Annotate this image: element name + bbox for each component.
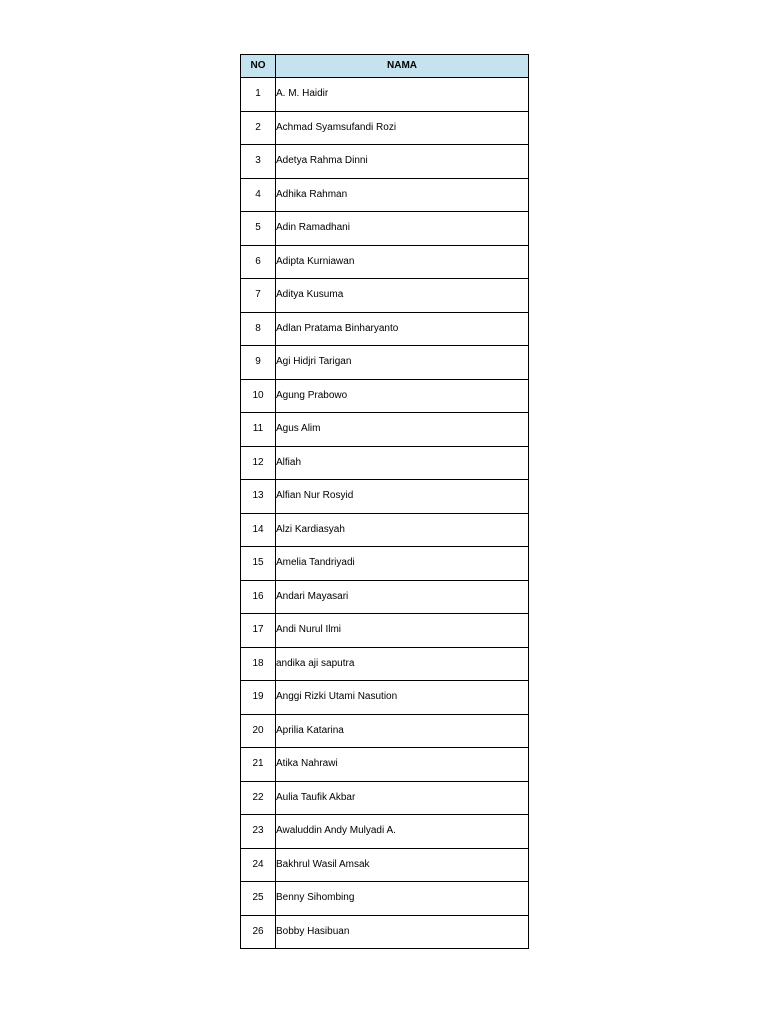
row-number-cell: 22: [241, 781, 276, 815]
row-number-cell: 24: [241, 848, 276, 882]
table-row: [241, 647, 529, 681]
row-number-cell: 1: [241, 78, 276, 112]
table-row: [241, 815, 529, 849]
name-cell: Achmad Syamsufandi Rozi: [276, 111, 529, 145]
table-row: [241, 346, 529, 380]
table-row: [241, 279, 529, 313]
header-nama: NAMA: [276, 55, 529, 78]
name-cell: Atika Nahrawi: [276, 748, 529, 782]
table-row: [241, 882, 529, 916]
row-number-cell: 19: [241, 681, 276, 715]
table-row: [241, 614, 529, 648]
row-number-cell: 13: [241, 480, 276, 514]
row-number-cell: 12: [241, 446, 276, 480]
name-cell: Amelia Tandriyadi: [276, 547, 529, 581]
table-row: [241, 781, 529, 815]
table-row: [241, 480, 529, 514]
row-number-cell: 2: [241, 111, 276, 145]
name-cell: Alfian Nur Rosyid: [276, 480, 529, 514]
table-row: [241, 78, 529, 112]
name-cell: Aditya Kusuma: [276, 279, 529, 313]
table-row: [241, 178, 529, 212]
row-number-cell: 5: [241, 212, 276, 246]
row-number-cell: 11: [241, 413, 276, 447]
name-cell: Alzi Kardiasyah: [276, 513, 529, 547]
row-number-cell: 21: [241, 748, 276, 782]
table-row: [241, 111, 529, 145]
name-cell: Agi Hidjri Tarigan: [276, 346, 529, 380]
table-row: [241, 245, 529, 279]
row-number-cell: 20: [241, 714, 276, 748]
table-row: [241, 714, 529, 748]
table-row: [241, 145, 529, 179]
header-row: [241, 55, 529, 78]
row-number-cell: 26: [241, 915, 276, 949]
name-cell: Bobby Hasibuan: [276, 915, 529, 949]
row-number-cell: 18: [241, 647, 276, 681]
name-cell: Adlan Pratama Binharyanto: [276, 312, 529, 346]
table-row: [241, 915, 529, 949]
name-cell: Benny Sihombing: [276, 882, 529, 916]
name-cell: Aprilia Katarina: [276, 714, 529, 748]
name-cell: Andi Nurul Ilmi: [276, 614, 529, 648]
table-row: [241, 848, 529, 882]
table-row: [241, 413, 529, 447]
name-cell: Adetya Rahma Dinni: [276, 145, 529, 179]
table-row: [241, 446, 529, 480]
table-row: [241, 312, 529, 346]
table-row: [241, 748, 529, 782]
name-cell: Awaluddin Andy Mulyadi A.: [276, 815, 529, 849]
header-no: NO: [241, 55, 276, 78]
row-number-cell: 14: [241, 513, 276, 547]
row-number-cell: 7: [241, 279, 276, 313]
table-row: [241, 513, 529, 547]
table-row: [241, 681, 529, 715]
name-cell: Bakhrul Wasil Amsak: [276, 848, 529, 882]
row-number-cell: 17: [241, 614, 276, 648]
name-cell: Anggi Rizki Utami Nasution: [276, 681, 529, 715]
table-body: [241, 78, 529, 949]
name-cell: Adhika Rahman: [276, 178, 529, 212]
table-header: [241, 55, 529, 78]
document-page: [240, 54, 528, 949]
table-row: [241, 580, 529, 614]
name-cell: Alfiah: [276, 446, 529, 480]
name-cell: Agus Alim: [276, 413, 529, 447]
row-number-cell: 23: [241, 815, 276, 849]
name-cell: Agung Prabowo: [276, 379, 529, 413]
name-cell: Andari Mayasari: [276, 580, 529, 614]
name-list-table: [240, 54, 529, 949]
row-number-cell: 25: [241, 882, 276, 916]
name-cell: Aulia Taufik Akbar: [276, 781, 529, 815]
row-number-cell: 4: [241, 178, 276, 212]
row-number-cell: 6: [241, 245, 276, 279]
table-row: [241, 212, 529, 246]
name-cell: Adipta Kurniawan: [276, 245, 529, 279]
row-number-cell: 10: [241, 379, 276, 413]
table-row: [241, 379, 529, 413]
table-row: [241, 547, 529, 581]
row-number-cell: 16: [241, 580, 276, 614]
row-number-cell: 8: [241, 312, 276, 346]
row-number-cell: 3: [241, 145, 276, 179]
name-cell: Adin Ramadhani: [276, 212, 529, 246]
name-cell: andika aji saputra: [276, 647, 529, 681]
row-number-cell: 9: [241, 346, 276, 380]
row-number-cell: 15: [241, 547, 276, 581]
name-cell: A. M. Haidir: [276, 78, 529, 112]
